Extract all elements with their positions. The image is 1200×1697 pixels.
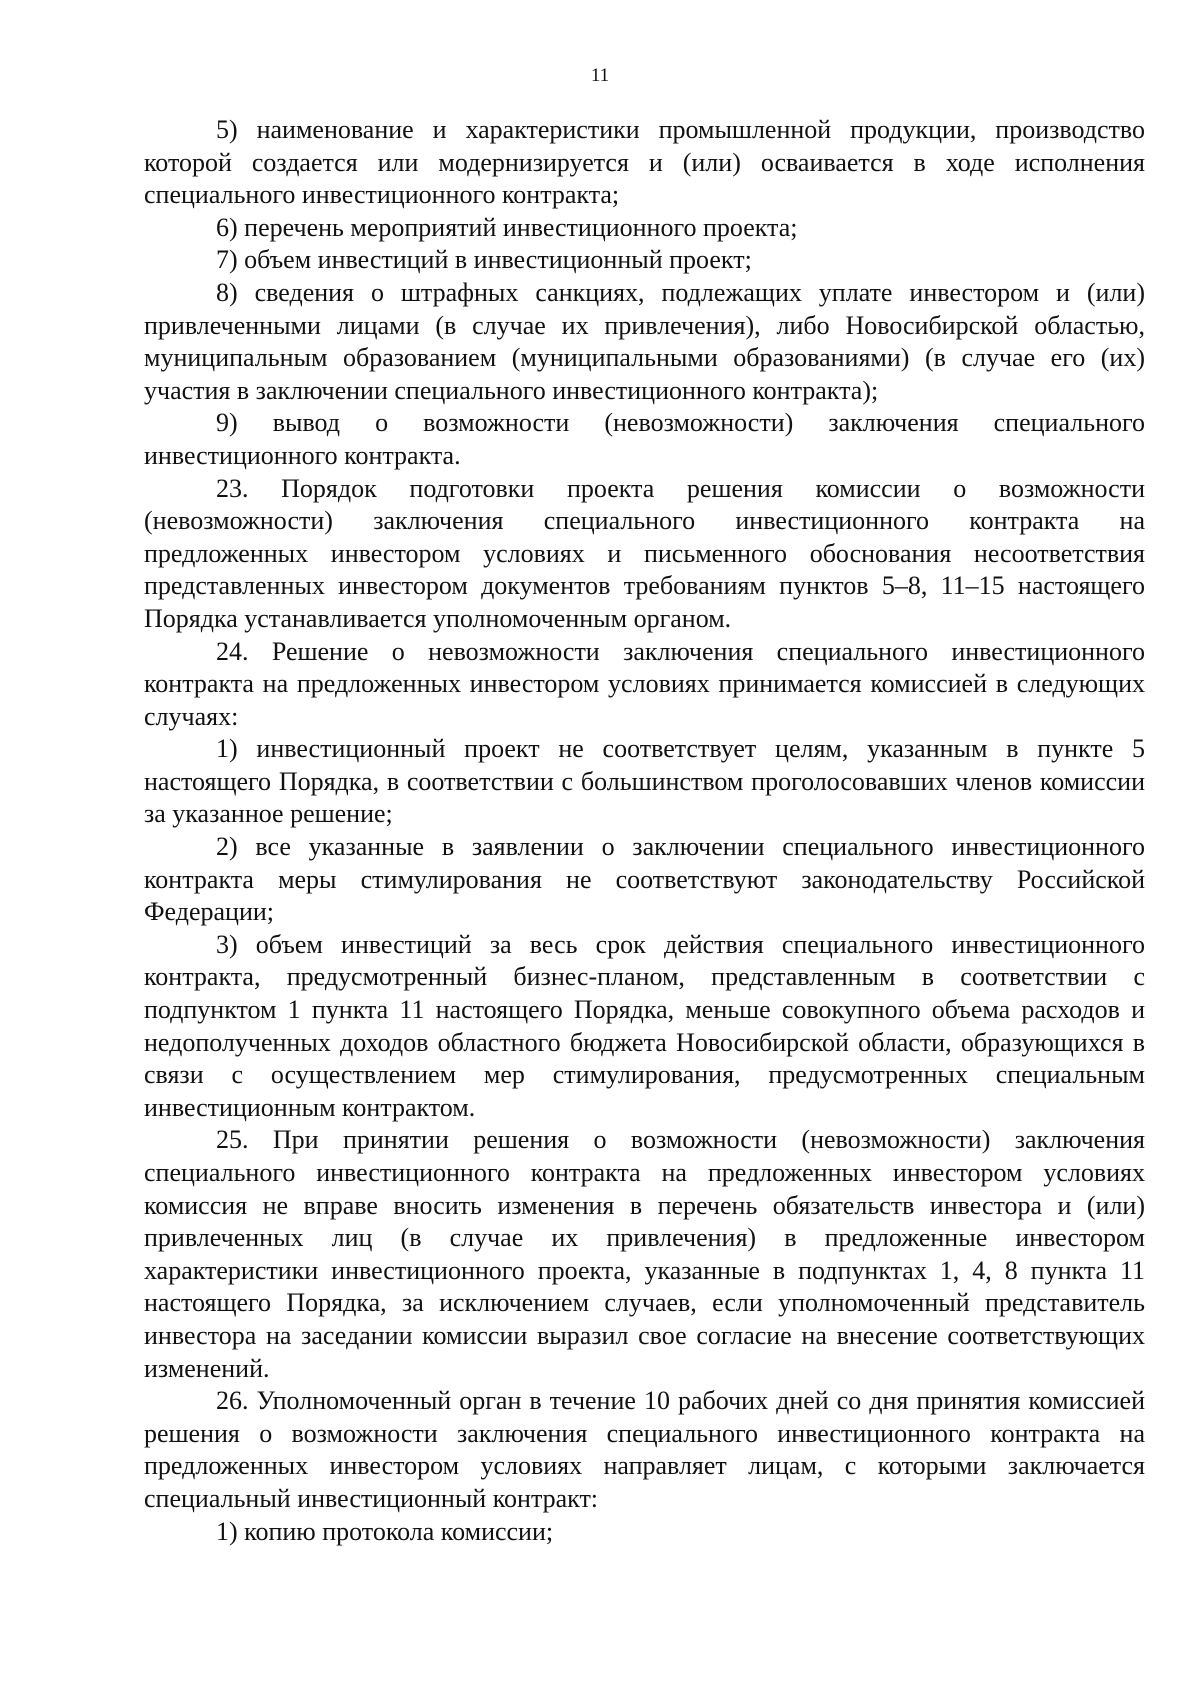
paragraph-item-5-product: 5) наименование и характеристики промышленной продукции, производство которой создается или модернизируется и (или) осваивается в ходе исполнения специального инвестиционного контракта; <box>144 115 1145 210</box>
paragraph-clause-26: 26. Уполномоченный орган в течение 10 рабочих дней со дня принятия комиссией решения о возможности заключения специального инвестиционного контракта на предложенных инвестором условиях направляет лицам, с которыми заключается специальный инвестиционный контракт: <box>144 1386 1145 1513</box>
paragraph-clause-24: 24. Решение о невозможности заключения специального инвестиционного контракта на предложенных инвестором условиях принимается комиссией в следующих случаях: <box>144 636 1145 731</box>
paragraph-item-9-conclusion: 9) вывод о возможности (невозможности) заключения специального инвестиционного контракта. <box>144 408 1145 470</box>
paragraph-clause-26-item-1: 1) копию протокола комиссии; <box>216 1516 554 1546</box>
paragraph-clause-24-item-1: 1) инвестиционный проект не соответствует целям, указанным в пункте 5 настоящего Порядка, в соответствии с большинством проголосовавших членов комиссии за указанное решение; <box>144 734 1145 829</box>
page-number: 11 <box>590 65 610 86</box>
document-body <box>144 114 1145 1548</box>
paragraph-clause-24-item-2: 2) все указанные в заявлении о заключении специального инвестиционного контракта меры стимулирования не соответствуют законодательству Российской Федерации; <box>144 832 1145 927</box>
paragraph-clause-23: 23. Порядок подготовки проекта решения комиссии о возможности (невозможности) заключения специального инвестиционного контракта на предложенных инвестором условиях и письменного обоснования несоответствия представленных инвестором документов требованиям пунктов 5–8, 11–15 настоящего Порядка устанавливается уполномоченным органом. <box>144 473 1145 633</box>
paragraph-item-7-investment-volume: 7) объем инвестиций в инвестиционный проект; <box>216 245 752 275</box>
paragraph-clause-25: 25. При принятии решения о возможности (невозможности) заключения специального инвестиционного контракта на предложенных инвестором условиях комиссия не вправе вносить изменения в перечень обязательств инвестора и (или) привлеченных лиц (в случае их привлечения) в предложенные инвестором характеристики инвестиционного проекта, указанные в подпунктах 1, 4, 8 пункта 11 настоящего Порядка, за исключением случаев, если уполномоченный представитель инвестора на заседании комиссии выразил свое согласие на внесение соответствующих изменений. <box>144 1125 1145 1383</box>
paragraph-item-6-activities: 6) перечень мероприятий инвестиционного проекта; <box>216 212 798 242</box>
paragraph-clause-24-item-3: 3) объем инвестиций за весь срок действия специального инвестиционного контракта, предусмотренный бизнес-планом, представленным в соответствии с подпунктом 1 пункта 11 настоящего Порядка, меньше совокупного объема расходов и недополученных доходов областного бюджета Новосибирской области, образующихся в связи с осуществлением мер стимулирования, предусмотренных специальным инвестиционным контрактом. <box>144 929 1145 1122</box>
paragraph-item-8-penalties: 8) сведения о штрафных санкциях, подлежащих уплате инвестором и (или) привлеченными лицами (в случае их привлечения), либо Новосибирской областью, муниципальным образованием (муниципальными образованиями) (в случае его (их) участия в заключении специального инвестиционного контракта); <box>144 277 1145 405</box>
